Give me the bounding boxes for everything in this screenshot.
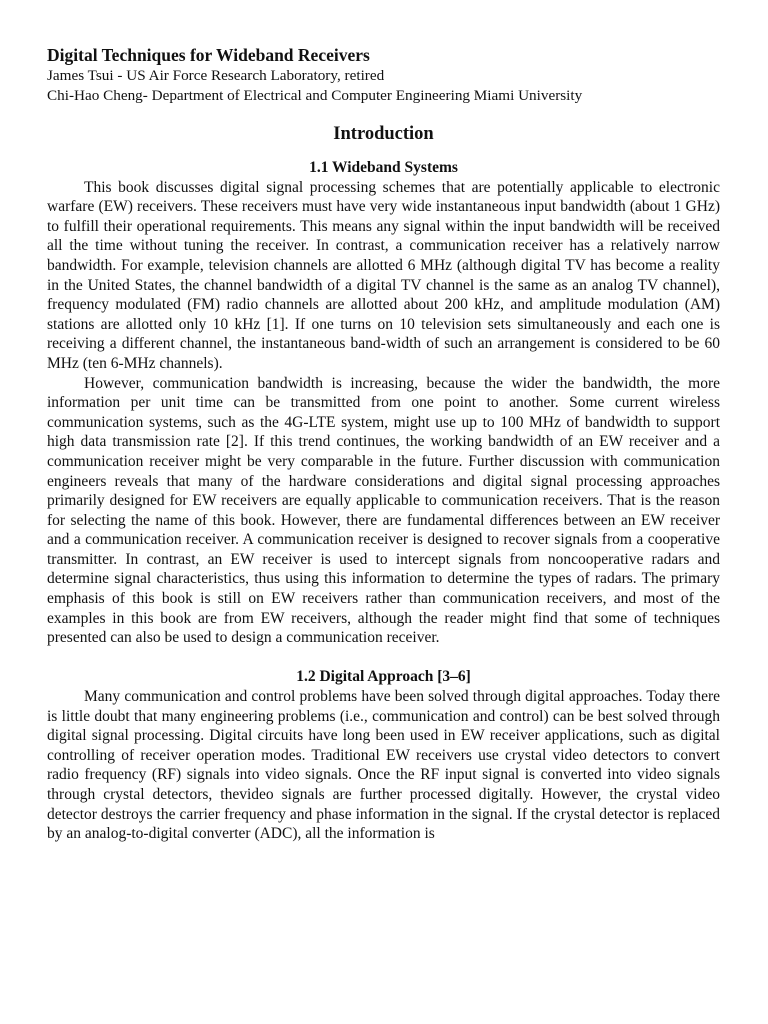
chapter-title: Introduction (333, 124, 434, 144)
document-page (47, 45, 720, 883)
section-heading: 1.2 Digital Approach [3–6] (296, 668, 471, 686)
section-heading: 1.1 Wideband Systems (309, 159, 458, 176)
author-line-1: James Tsui - US Air Force Research Laboratory, retired (47, 67, 385, 84)
author-line-2: Chi-Hao Cheng- Department of Electrical and Computer Engineering Miami University (47, 86, 583, 104)
body-paragraph: However, communication bandwidth is increasing, because the wider the bandwidth, the more information per unit time can be transmitted from one point to another. Some current wireless communication systems, such as the 4G-LTE system, might use up to 100 MHz of bandwidth to support high data transmission rate [2]. If this trend continues, the working bandwidth of an EW receiver and a communication receiver might be very comparable in the future. Further discussion with communication engineers reveals that many of the hardware considerations and digital signal processing approaches primarily designed for EW receivers are equally applicable to communication receivers. That is the reason for selecting the name of this book. However, there are fundamental differences between an EW receiver and a communication receiver. A communication receiver is designed to recover signals from a cooperative transmitter. In contrast, an EW receiver is used to intercept signals from noncooperative radars and determine signal characteristics, thus using this information to determine the types of radars. The primary emphasis of this book is still on EW receivers rather than communication receivers, and most of the examples in this book are from EW receivers, although the reader might find that some of techniques presented can also be used to design a communication receiver. (47, 374, 720, 647)
body-paragraph: This book discusses digital signal processing schemes that are potentially applicable to electronic warfare (EW) receivers. These receivers must have very wide instantaneous input bandwidth (about 1 GHz) to fulfill their operational requirements. This means any signal within the input bandwidth will be received all the time without tuning the receiver. In contrast, a communication receiver has a relatively narrow bandwidth. For example, television channels are allotted 6 MHz (although digital TV has become a reality in the United States, the channel bandwidth of a digital TV channel is the same as an analog TV channel), frequency modulated (FM) radio channels are allotted about 200 kHz, and amplitude modulation (AM) stations are allotted only 10 kHz [1]. If one turns on 10 television sets simultaneously and each one is receiving a different channel, the instantaneous band-width of such an arrangement is considered to be 60 MHz (ten 6-MHz channels). (47, 178, 720, 372)
document-title: Digital Techniques for Wideband Receivers (47, 45, 370, 65)
body-paragraph: Many communication and control problems have been solved through digital approaches. Today there is little doubt that many engineering problems (i.e., communication and control) can be best solved through digital signal processing. Digital circuits have long been used in EW receiver applications, such as digital controlling of receiver operation modes. Traditional EW receivers use crystal video detectors to convert radio frequency (RF) signals into video signals. Once the RF input signal is converted into video signals through crystal detectors, thevideo signals are further processed digitally. However, the crystal video detector destroys the carrier frequency and phase information in the signal. If the crystal detector is replaced by an analog-to-digital converter (ADC), all the information is (47, 688, 720, 843)
